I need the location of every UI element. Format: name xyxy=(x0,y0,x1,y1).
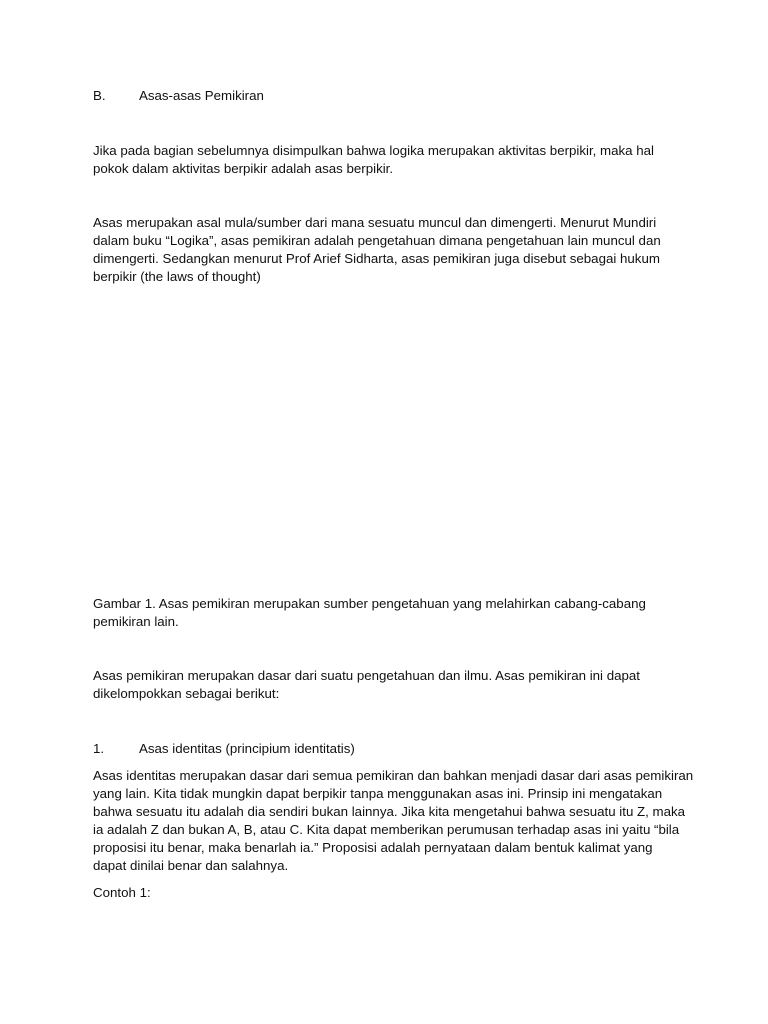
paragraph-line: bahwa sesuatu itu adalah dia sendiri bukan lainnya. Jika kita mengetahui bahwa sesuatu itu Z, maka xyxy=(93,804,686,819)
section-number: B. xyxy=(93,88,106,103)
paragraph-line: Asas identitas merupakan dasar dari semua pemikiran dan bahkan menjadi dasar dari asas pemikiran xyxy=(93,768,694,783)
paragraph-line: yang lain. Kita tidak mungkin dapat berpikir tanpa menggunakan asas ini. Prinsip ini mengatakan xyxy=(93,786,663,801)
paragraph-line: dimengerti. Sedangkan menurut Prof Arief Sidharta, asas pemikiran juga disebut sebagai hukum xyxy=(93,251,660,266)
subsection-number: 1. xyxy=(93,741,105,756)
example-label: Contoh 1: xyxy=(93,885,151,900)
paragraph-line: dalam buku “Logika”, asas pemikiran adalah pengetahuan dimana pengetahuan lain muncul dan xyxy=(93,233,661,248)
paragraph-line: dikelompokkan sebagai berikut: xyxy=(93,686,280,701)
figure-placeholder xyxy=(93,300,673,580)
paragraph-line: Asas merupakan asal mula/sumber dari mana sesuatu muncul dan dimengerti. Menurut Mundiri xyxy=(93,215,657,230)
paragraph-line: berpikir (the laws of thought) xyxy=(93,269,261,284)
caption-line: pemikiran lain. xyxy=(93,614,179,629)
section-title: Asas-asas Pemikiran xyxy=(139,88,264,103)
paragraph-line: Jika pada bagian sebelumnya disimpulkan bahwa logika merupakan aktivitas berpikir, maka hal xyxy=(93,143,655,158)
paragraph-line: Asas pemikiran merupakan dasar dari suatu pengetahuan dan ilmu. Asas pemikiran ini dapat xyxy=(93,668,640,683)
subsection-title: Asas identitas (principium identitatis) xyxy=(139,741,355,756)
paragraph-line: dapat dinilai benar dan salahnya. xyxy=(93,858,289,873)
paragraph-line: ia adalah Z dan bukan A, B, atau C. Kita dapat memberikan perumusan terhadap asas ini yaitu “bila xyxy=(93,822,680,837)
paragraph-line: pokok dalam aktivitas berpikir adalah asas berpikir. xyxy=(93,161,394,176)
caption-line: Gambar 1. Asas pemikiran merupakan sumber pengetahuan yang melahirkan cabang-cabang xyxy=(93,596,646,611)
paragraph-line: proposisi itu benar, maka benarlah ia.” Proposisi adalah pernyataan dalam bentuk kalimat yang xyxy=(93,840,653,855)
